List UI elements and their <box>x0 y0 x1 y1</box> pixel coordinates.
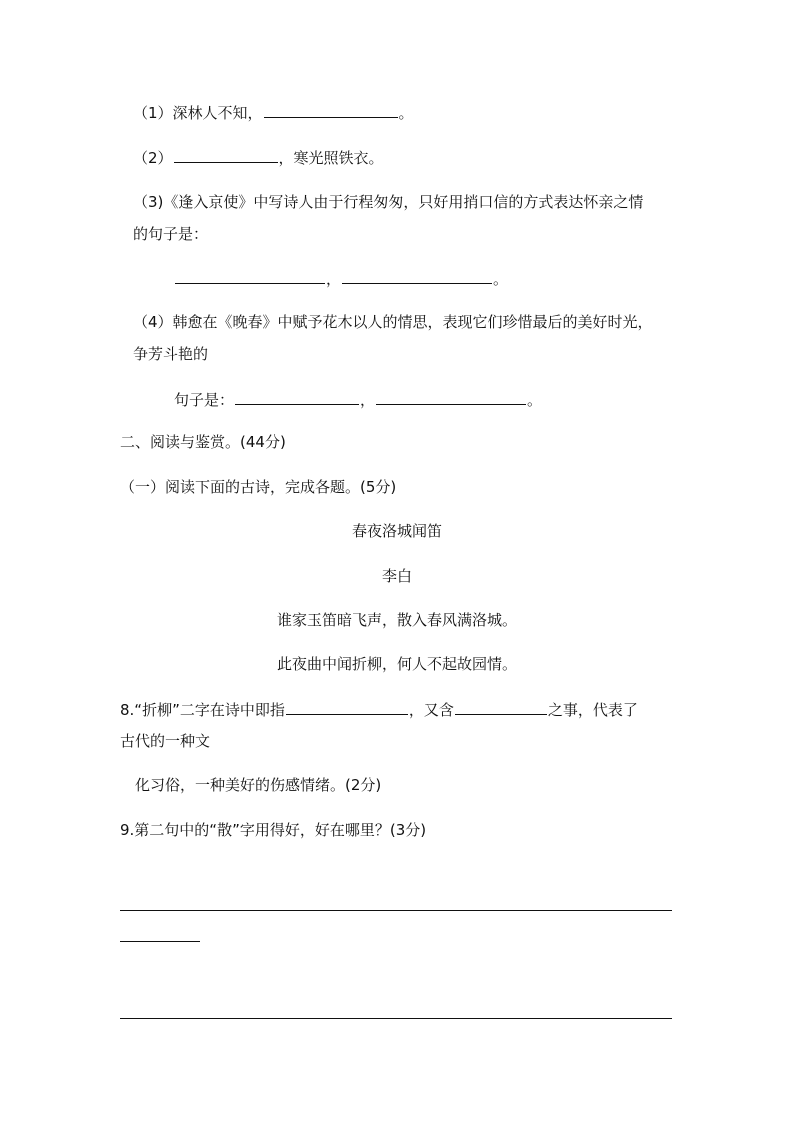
question-4-line-1: （4）韩愈在《晚春》中赋予花木以人的情思，表现它们珍惜最后的美好时光， <box>133 313 653 331</box>
answer-blank[interactable] <box>342 268 492 284</box>
poem-author: 李白 <box>381 567 412 585</box>
end-mark: 。 <box>493 270 509 288</box>
question-1-suffix: 。 <box>398 104 414 122</box>
question-8-line-2: 古代的一种文 <box>120 732 211 750</box>
question-9: 9.第二句中的“散”字用得好，好在哪里？(3分) <box>120 821 427 839</box>
subsection-heading: （一）阅读下面的古诗，完成各题。(5分) <box>120 478 397 496</box>
answer-blank[interactable] <box>376 389 526 405</box>
poem-line-2: 此夜曲中闻折柳，何人不起故园情。 <box>276 655 517 673</box>
answer-blank[interactable] <box>264 102 398 118</box>
question-2 <box>133 147 384 168</box>
question-8-part-3: 之事，代表了 <box>547 701 638 719</box>
question-2-suffix: ，寒光照铁衣。 <box>278 149 384 167</box>
question-3-answer-line <box>174 268 508 289</box>
question-8-line-3: 化习俗，一种美好的伤感情绪。(2分) <box>135 776 382 794</box>
answer-blank[interactable] <box>455 699 547 715</box>
question-8-part-2: ，又含 <box>408 701 454 719</box>
poem-title: 春夜洛城闻笛 <box>351 522 442 540</box>
answer-rule-short[interactable] <box>120 941 200 942</box>
answer-rule[interactable] <box>120 1018 672 1019</box>
section-heading: 二、阅读与鉴赏。(44分) <box>120 433 286 451</box>
answer-rule[interactable] <box>120 910 672 911</box>
answer-blank[interactable] <box>175 268 325 284</box>
question-8-part-1: 8.“折柳”二字在诗中即指 <box>120 701 285 719</box>
question-4-prefix: 句子是： <box>174 391 235 409</box>
separator: ， <box>326 270 342 288</box>
answer-blank[interactable] <box>235 389 359 405</box>
question-4-answer-line <box>174 389 542 410</box>
question-1 <box>133 102 414 123</box>
question-3-line-2: 的句子是： <box>133 225 209 243</box>
question-2-prefix: （2） <box>133 149 173 167</box>
separator: ， <box>360 391 376 409</box>
answer-blank[interactable] <box>174 147 278 163</box>
question-3-line-1: （3)《逢入京使》中写诗人由于行程匆匆，只好用捎口信的方式表达怀亲之情 <box>133 193 644 211</box>
poem-line-1: 谁家玉笛暗飞声，散入春风满洛城。 <box>276 611 517 629</box>
question-4-line-2: 争芳斗艳的 <box>133 345 209 363</box>
question-8-line-1 <box>120 699 638 720</box>
end-mark: 。 <box>527 391 543 409</box>
answer-blank[interactable] <box>286 699 408 715</box>
question-1-prefix: （1）深林人不知， <box>133 104 263 122</box>
